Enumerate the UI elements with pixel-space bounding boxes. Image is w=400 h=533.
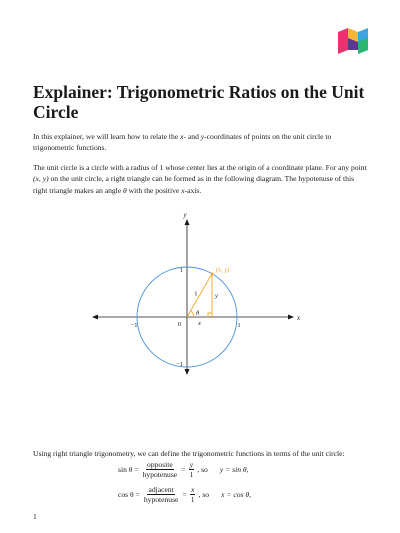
hypotenuse-line xyxy=(187,274,212,317)
x-axis-label: x xyxy=(297,314,301,322)
angle-label: θ xyxy=(196,310,200,317)
tick-label-neg-y: −1 xyxy=(176,361,183,368)
x-axis-arrow-right xyxy=(288,315,294,320)
sine-equation: sin θ = $\frac{\text{opposite}}{\text{hypotenuse}}$ = $\frac{y}{1}$ , so y = sin θ, xyxy=(118,460,249,479)
unit-circle-diagram xyxy=(88,205,308,375)
cosine-equation: cos θ = $\frac{\text{adjacent}}{\text{hypotenuse}}$ = $\frac{x}{1}$ , so x = cos θ, xyxy=(118,485,252,504)
tick-label-pos-x: 1 xyxy=(237,322,241,329)
unit-circle-paragraph: The unit circle is a circle with a radius of 1 whose center lies at the origin of a coordinate plane. For any point (x, y) on the unit circle, a right triangle can be formed as in the following diagram. The hypotenuse of this right triangle makes an angle θ with the positive x-axis. xyxy=(33,163,367,195)
point-on-circle xyxy=(211,272,214,275)
y-axis-arrow-up xyxy=(185,219,190,225)
origin-label: 0 xyxy=(177,321,181,328)
y-axis-label: y xyxy=(183,211,187,219)
right-triangle xyxy=(187,274,212,317)
intro-paragraph: In this explainer, we will learn how to relate the x- and y-coordinates of points on the unit circle to trigonometric functions. xyxy=(33,132,332,153)
trig-definition-paragraph: Using right triangle trigonometry, we can define the trigonometric functions in terms of the unit circle: xyxy=(33,449,345,458)
page-number: 1 xyxy=(33,512,37,521)
page-title: Explainer: Trigonometric Ratios on the Unit Circle xyxy=(33,82,365,122)
opposite-label: y xyxy=(215,292,218,300)
hypotenuse-label: 1 xyxy=(194,290,198,298)
x-axis-arrow-left xyxy=(92,315,98,320)
tick-label-pos-y: 1 xyxy=(179,267,183,274)
angle-arc xyxy=(191,311,195,317)
tick-label-neg-x: −1 xyxy=(130,322,138,329)
y-axis-arrow-down xyxy=(185,369,190,375)
nagwa-logo-icon xyxy=(338,28,368,54)
right-angle-mark xyxy=(208,313,212,317)
point-label: (x, y) xyxy=(216,266,230,274)
adjacent-label: x xyxy=(198,320,201,327)
